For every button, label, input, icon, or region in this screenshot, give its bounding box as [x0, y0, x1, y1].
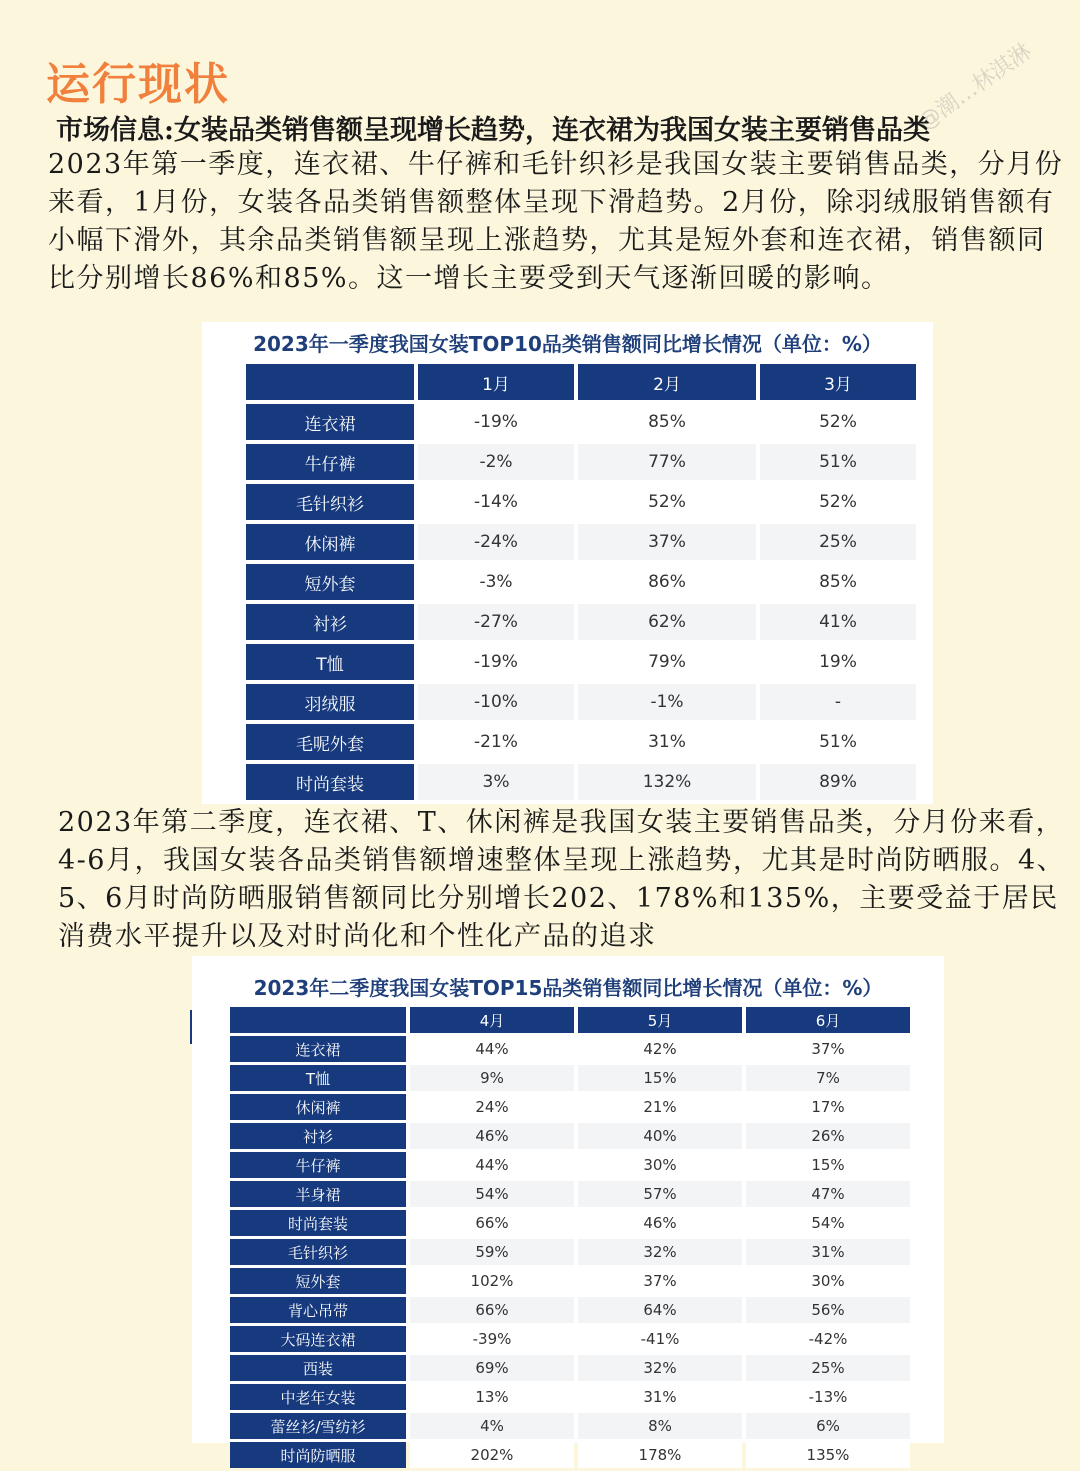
table-cell: 37%: [578, 1268, 742, 1294]
row-label: 衬衫: [230, 1123, 406, 1149]
table-cell: 51%: [760, 444, 916, 480]
q2-paragraph: 2023年第二季度，连衣裙、T、休闲裤是我国女装主要销售品类，分月份来看，4-6月，我国女装各品类销售额增速整体呈现上涨趋势，尤其是时尚防晒服。4、5、6月时尚防晒服销售额同比分别增长202、178%和135%，主要受益于居民消费水平提升以及对时尚化和个性化产品的追求: [58, 807, 1066, 952]
table-row: [230, 1297, 910, 1323]
q2-growth-table: [226, 1004, 914, 1471]
row-label: 蕾丝衫/雪纺衫: [230, 1413, 406, 1439]
row-label: 大码连衣裙: [230, 1326, 406, 1352]
row-label: 半身裙: [230, 1181, 406, 1207]
table-row: [230, 1181, 910, 1207]
q1-table-panel: [202, 322, 933, 804]
row-label: 毛针织衫: [246, 484, 414, 520]
table-cell: 85%: [578, 404, 756, 440]
table-row: [246, 564, 916, 600]
table-cell: 52%: [760, 484, 916, 520]
table-row: [246, 484, 916, 520]
table-cell: 202%: [410, 1442, 574, 1468]
table-row: [246, 684, 916, 720]
table-cell: 66%: [410, 1297, 574, 1323]
row-label: 毛呢外套: [246, 724, 414, 760]
table-cell: 3%: [418, 764, 574, 800]
table-row: [230, 1239, 910, 1265]
table-cell: 7%: [746, 1065, 910, 1091]
q1-paragraph: 2023年第一季度，连衣裙、牛仔裤和毛针织衫是我国女装主要销售品类，分月份来看，1月份，女装各品类销售额整体呈现下滑趋势。2月份，除羽绒服销售额有小幅下滑外，其余品类销售额呈现上涨趋势，尤其是短外套和连衣裙，销售额同比分别增长86%和85%。这一增长主要受到天气逐渐回暖的影响。: [48, 149, 1064, 294]
corner-cell: [230, 1007, 406, 1033]
table-cell: 31%: [578, 724, 756, 760]
table-cell: 64%: [578, 1297, 742, 1323]
table-cell: -1%: [578, 684, 756, 720]
table-cell: 15%: [578, 1065, 742, 1091]
page-title: 运行现状: [46, 59, 230, 110]
table-row: [246, 724, 916, 760]
row-label: 西装: [230, 1355, 406, 1381]
table-cell: 32%: [578, 1355, 742, 1381]
table-cell: 46%: [410, 1123, 574, 1149]
section-subtitle: 市场信息:女装品类销售额呈现增长趋势，连衣裙为我国女装主要销售品类: [56, 115, 930, 146]
row-label: 毛针织衫: [230, 1239, 406, 1265]
table-row: [230, 1355, 910, 1381]
row-label: 连衣裙: [230, 1036, 406, 1062]
column-header: 2月: [578, 364, 756, 400]
table-cell: -21%: [418, 724, 574, 760]
table-cell: 66%: [410, 1210, 574, 1236]
table-cell: -19%: [418, 404, 574, 440]
table-cell: 89%: [760, 764, 916, 800]
table-row: [230, 1326, 910, 1352]
table-cell: 46%: [578, 1210, 742, 1236]
table-cell: 37%: [578, 524, 756, 560]
table-cell: -14%: [418, 484, 574, 520]
table-cell: 57%: [578, 1181, 742, 1207]
table-cell: 4%: [410, 1413, 574, 1439]
row-label: 时尚套装: [230, 1210, 406, 1236]
table-cell: 52%: [578, 484, 756, 520]
column-header: 4月: [410, 1007, 574, 1033]
table-cell: 54%: [410, 1181, 574, 1207]
table-cell: 31%: [578, 1384, 742, 1410]
table-cell: 44%: [410, 1152, 574, 1178]
row-label: 背心吊带: [230, 1297, 406, 1323]
table-row: [246, 444, 916, 480]
table-cell: 54%: [746, 1210, 910, 1236]
row-label: 短外套: [246, 564, 414, 600]
table-cell: 135%: [746, 1442, 910, 1468]
table-cell: 17%: [746, 1094, 910, 1120]
row-label: 羽绒服: [246, 684, 414, 720]
q2-table-panel: [192, 956, 944, 1465]
table-cell: -: [760, 684, 916, 720]
table-cell: -39%: [410, 1326, 574, 1352]
table-cell: 56%: [746, 1297, 910, 1323]
table-cell: 79%: [578, 644, 756, 680]
table-cell: 19%: [760, 644, 916, 680]
table-cell: -13%: [746, 1384, 910, 1410]
table-cell: 52%: [760, 404, 916, 440]
table-cell: 62%: [578, 604, 756, 640]
row-label: 牛仔裤: [246, 444, 414, 480]
table-cell: 69%: [410, 1355, 574, 1381]
table-cell: 37%: [746, 1036, 910, 1062]
row-label: 牛仔裤: [230, 1152, 406, 1178]
table-cell: 77%: [578, 444, 756, 480]
table-cell: 26%: [746, 1123, 910, 1149]
row-label: 衬衫: [246, 604, 414, 640]
table-cell: -27%: [418, 604, 574, 640]
table-cell: 6%: [746, 1413, 910, 1439]
table-cell: 132%: [578, 764, 756, 800]
table-cell: 30%: [578, 1152, 742, 1178]
table-cell: 42%: [578, 1036, 742, 1062]
table-cell: 25%: [746, 1355, 910, 1381]
table-cell: 41%: [760, 604, 916, 640]
table-cell: 86%: [578, 564, 756, 600]
table-cell: 47%: [746, 1181, 910, 1207]
row-label: 连衣裙: [246, 404, 414, 440]
table-row: [230, 1442, 910, 1468]
table-cell: 51%: [760, 724, 916, 760]
table-row: [230, 1065, 910, 1091]
table-row: [230, 1123, 910, 1149]
watermark: @潮…林淇淋: [913, 39, 1037, 136]
corner-cell: [246, 364, 414, 400]
table-row: [230, 1036, 910, 1062]
table-cell: -10%: [418, 684, 574, 720]
table-cell: 178%: [578, 1442, 742, 1468]
table-row: [246, 764, 916, 800]
table-cell: 24%: [410, 1094, 574, 1120]
table-row: [246, 524, 916, 560]
table-row: [230, 1152, 910, 1178]
table-cell: -2%: [418, 444, 574, 480]
row-label: 休闲裤: [246, 524, 414, 560]
q1-growth-table: [242, 360, 920, 804]
table-row: [230, 1094, 910, 1120]
column-header: 3月: [760, 364, 916, 400]
table-cell: 13%: [410, 1384, 574, 1410]
column-header: 1月: [418, 364, 574, 400]
table-row: [230, 1384, 910, 1410]
table-cell: 59%: [410, 1239, 574, 1265]
table-cell: -19%: [418, 644, 574, 680]
row-label: 休闲裤: [230, 1094, 406, 1120]
row-label: T恤: [246, 644, 414, 680]
row-label: 时尚套装: [246, 764, 414, 800]
table-cell: -3%: [418, 564, 574, 600]
q1-table-title: 2023年一季度我国女装TOP10品类销售额同比增长情况（单位：%）: [253, 332, 882, 356]
q2-table-title: 2023年二季度我国女装TOP15品类销售额同比增长情况（单位：%）: [253, 976, 883, 1000]
table-header-row: [230, 1007, 910, 1033]
row-label: 时尚防晒服: [230, 1442, 406, 1468]
table-cell: 102%: [410, 1268, 574, 1294]
table-cell: 32%: [578, 1239, 742, 1265]
table-cell: 31%: [746, 1239, 910, 1265]
column-header: 6月: [746, 1007, 910, 1033]
row-label: 短外套: [230, 1268, 406, 1294]
table-cell: 25%: [760, 524, 916, 560]
table-cell: 85%: [760, 564, 916, 600]
table-cell: -41%: [578, 1326, 742, 1352]
table-row: [246, 604, 916, 640]
table-cell: 44%: [410, 1036, 574, 1062]
row-label: 中老年女装: [230, 1384, 406, 1410]
table-cell: -42%: [746, 1326, 910, 1352]
table-cell: -24%: [418, 524, 574, 560]
table-row: [230, 1413, 910, 1439]
row-label: T恤: [230, 1065, 406, 1091]
table-row: [246, 404, 916, 440]
table-header-row: [246, 364, 916, 400]
table-cell: 30%: [746, 1268, 910, 1294]
table-row: [230, 1268, 910, 1294]
table-row: [246, 644, 916, 680]
table-cell: 9%: [410, 1065, 574, 1091]
table-cell: 8%: [578, 1413, 742, 1439]
column-header: 5月: [578, 1007, 742, 1033]
table-row: [230, 1210, 910, 1236]
table-cell: 21%: [578, 1094, 742, 1120]
table-cell: 15%: [746, 1152, 910, 1178]
table-cell: 40%: [578, 1123, 742, 1149]
